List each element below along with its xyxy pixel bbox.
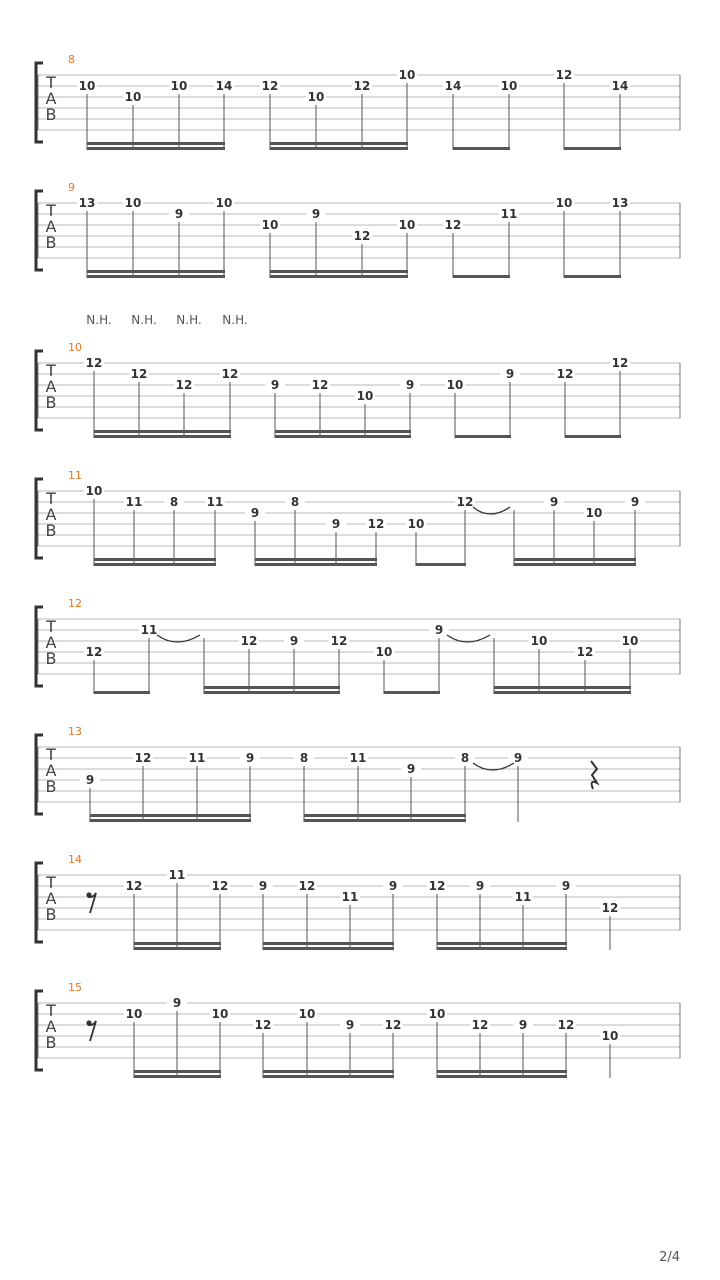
harmonic-annotation: N.H. — [176, 313, 202, 327]
fret-number: 9 — [518, 1018, 528, 1032]
fret-number: 8 — [169, 495, 179, 509]
fret-number: 14 — [215, 79, 233, 93]
fret-number: 9 — [85, 773, 95, 787]
fret-number: 12 — [353, 79, 371, 93]
page-number: 2/4 — [659, 1250, 680, 1265]
tab-clef-letter: T — [46, 201, 56, 220]
note-beam — [94, 430, 231, 433]
note-beam — [87, 142, 225, 145]
note-beam — [437, 1070, 567, 1073]
fret-number: 10 — [446, 378, 464, 392]
fret-number: 12 — [134, 751, 152, 765]
measure-number: 9 — [68, 181, 75, 194]
fret-number: 10 — [585, 506, 603, 520]
tab-clef-letter: A — [45, 889, 57, 908]
tab-system-14 — [36, 853, 680, 950]
note-beam — [304, 819, 466, 822]
fret-number: 12 — [175, 378, 193, 392]
fret-number: 10 — [398, 218, 416, 232]
tab-clef-letter: T — [46, 873, 56, 892]
fret-number: 12 — [555, 68, 573, 82]
fret-number: 12 — [211, 879, 229, 893]
note-beam — [384, 691, 440, 694]
fret-number: 12 — [557, 1018, 575, 1032]
note-beam — [270, 147, 408, 150]
note-beam — [270, 270, 408, 273]
fret-number: 10 — [407, 517, 425, 531]
fret-number: 12 — [444, 218, 462, 232]
note-beam — [564, 147, 621, 150]
fret-number: 10 — [500, 79, 518, 93]
note-beam — [87, 270, 225, 273]
note-beam — [94, 563, 216, 566]
fret-number: 9 — [172, 996, 182, 1010]
fret-number: 11 — [125, 495, 143, 509]
note-beam — [134, 1070, 221, 1073]
tab-clef-letter: B — [45, 233, 57, 252]
fret-number: 12 — [85, 645, 103, 659]
tab-clef-letter: B — [45, 777, 57, 796]
fret-number: 9 — [250, 506, 260, 520]
tab-system-13 — [36, 725, 680, 822]
note-beam — [263, 1075, 394, 1078]
note-beam — [564, 275, 621, 278]
fret-number: 12 — [367, 517, 385, 531]
note-beam — [263, 1070, 394, 1073]
measure-number: 14 — [68, 853, 82, 866]
fret-number: 9 — [406, 762, 416, 776]
fret-number: 10 — [621, 634, 639, 648]
fret-number: 14 — [444, 79, 462, 93]
measure-number: 12 — [68, 597, 82, 610]
fret-number: 10 — [215, 196, 233, 210]
fret-number: 9 — [245, 751, 255, 765]
tab-clef-letter: B — [45, 649, 57, 668]
fret-number: 9 — [405, 378, 415, 392]
tab-system-15 — [36, 981, 680, 1078]
fret-number: 8 — [290, 495, 300, 509]
tab-clef-letter: T — [46, 1001, 56, 1020]
fret-number: 10 — [170, 79, 188, 93]
note-beam — [134, 1075, 221, 1078]
fret-number: 9 — [331, 517, 341, 531]
measure-number: 11 — [68, 469, 82, 482]
fret-number: 9 — [258, 879, 268, 893]
measure-number: 15 — [68, 981, 82, 994]
fret-number: 10 — [530, 634, 548, 648]
note-beam — [494, 686, 631, 689]
tab-clef-letter: B — [45, 105, 57, 124]
fret-number: 9 — [174, 207, 184, 221]
tab-system-10 — [36, 313, 680, 438]
fret-number: 12 — [556, 367, 574, 381]
fret-number: 12 — [471, 1018, 489, 1032]
note-beam — [437, 1075, 567, 1078]
fret-number: 12 — [330, 634, 348, 648]
fret-number: 9 — [549, 495, 559, 509]
note-beam — [565, 435, 621, 438]
fret-number: 9 — [561, 879, 571, 893]
fret-number: 12 — [384, 1018, 402, 1032]
fret-number: 10 — [307, 90, 325, 104]
fret-number: 8 — [460, 751, 470, 765]
fret-number: 9 — [434, 623, 444, 637]
note-beam — [304, 814, 466, 817]
note-beam — [416, 563, 466, 566]
tab-clef-letter: A — [45, 89, 57, 108]
fret-number: 10 — [356, 389, 374, 403]
tab-clef-letter: A — [45, 505, 57, 524]
fret-number: 9 — [270, 378, 280, 392]
fret-number: 12 — [85, 356, 103, 370]
note-beam — [255, 563, 377, 566]
fret-number: 10 — [125, 1007, 143, 1021]
fret-number: 10 — [85, 484, 103, 498]
fret-number: 9 — [513, 751, 523, 765]
fret-number: 12 — [298, 879, 316, 893]
fret-number: 10 — [398, 68, 416, 82]
note-beam — [514, 563, 636, 566]
tab-clef-letter: A — [45, 217, 57, 236]
note-beam — [263, 942, 394, 945]
tab-clef-letter: A — [45, 761, 57, 780]
tab-clef-letter: T — [46, 489, 56, 508]
note-beam — [134, 947, 221, 950]
note-beam — [263, 947, 394, 950]
fret-number: 9 — [311, 207, 321, 221]
note-beam — [90, 819, 251, 822]
note-beam — [134, 942, 221, 945]
note-beam — [275, 430, 411, 433]
fret-number: 11 — [341, 890, 359, 904]
fret-number: 10 — [261, 218, 279, 232]
fret-number: 12 — [221, 367, 239, 381]
note-beam — [90, 814, 251, 817]
note-beam — [494, 691, 631, 694]
fret-number: 9 — [345, 1018, 355, 1032]
note-beam — [453, 147, 510, 150]
tab-system-11 — [36, 469, 680, 566]
measure-number: 10 — [68, 341, 82, 354]
fret-number: 12 — [456, 495, 474, 509]
fret-number: 10 — [124, 90, 142, 104]
fret-number: 12 — [125, 879, 143, 893]
fret-number: 10 — [555, 196, 573, 210]
tab-system-9 — [36, 181, 680, 278]
note-beam — [94, 558, 216, 561]
tab-clef-letter: A — [45, 633, 57, 652]
note-beam — [270, 142, 408, 145]
note-beam — [87, 147, 225, 150]
fret-number: 12 — [611, 356, 629, 370]
fret-number: 9 — [505, 367, 515, 381]
fret-number: 14 — [611, 79, 629, 93]
measure-number: 13 — [68, 725, 82, 738]
tab-clef-letter: B — [45, 521, 57, 540]
fret-number: 11 — [168, 868, 186, 882]
tab-system-8 — [36, 53, 680, 150]
note-beam — [270, 275, 408, 278]
fret-number: 9 — [289, 634, 299, 648]
measure-number: 8 — [68, 53, 75, 66]
note-beam — [437, 947, 567, 950]
tab-clef-letter: B — [45, 905, 57, 924]
tab-clef-letter: T — [46, 745, 56, 764]
tab-clef-letter: B — [45, 1033, 57, 1052]
quarter-rest — [591, 761, 597, 789]
fret-number: 12 — [353, 229, 371, 243]
fret-number: 13 — [611, 196, 629, 210]
fret-number: 11 — [188, 751, 206, 765]
fret-number: 12 — [254, 1018, 272, 1032]
tab-clef-letter: B — [45, 393, 57, 412]
fret-number: 10 — [78, 79, 96, 93]
fret-number: 12 — [240, 634, 258, 648]
fret-number: 11 — [514, 890, 532, 904]
fret-number: 11 — [206, 495, 224, 509]
fret-number: 10 — [124, 196, 142, 210]
note-beam — [514, 558, 636, 561]
note-beam — [87, 275, 225, 278]
fret-number: 13 — [78, 196, 96, 210]
fret-number: 10 — [298, 1007, 316, 1021]
harmonic-annotation: N.H. — [222, 313, 248, 327]
fret-number: 8 — [299, 751, 309, 765]
tab-clef-letter: T — [46, 73, 56, 92]
fret-number: 12 — [428, 879, 446, 893]
fret-number: 10 — [375, 645, 393, 659]
note-beam — [437, 942, 567, 945]
fret-number: 12 — [130, 367, 148, 381]
note-beam — [94, 435, 231, 438]
fret-number: 12 — [601, 901, 619, 915]
harmonic-annotation: N.H. — [86, 313, 112, 327]
note-beam — [455, 435, 511, 438]
fret-number: 10 — [428, 1007, 446, 1021]
note-beam — [204, 691, 340, 694]
fret-number: 10 — [601, 1029, 619, 1043]
note-beam — [453, 275, 510, 278]
fret-number: 12 — [576, 645, 594, 659]
tab-clef-letter: T — [46, 361, 56, 380]
tab-clef-letter: T — [46, 617, 56, 636]
fret-number: 11 — [140, 623, 158, 637]
note-beam — [255, 558, 377, 561]
fret-number: 12 — [261, 79, 279, 93]
note-beam — [204, 686, 340, 689]
fret-number: 12 — [311, 378, 329, 392]
fret-number: 9 — [475, 879, 485, 893]
fret-number: 9 — [388, 879, 398, 893]
note-beam — [275, 435, 411, 438]
tab-system-12 — [36, 597, 680, 694]
fret-number: 9 — [630, 495, 640, 509]
note-beam — [94, 691, 150, 694]
tab-clef-letter: A — [45, 377, 57, 396]
fret-number: 11 — [500, 207, 518, 221]
tab-clef-letter: A — [45, 1017, 57, 1036]
fret-number: 11 — [349, 751, 367, 765]
fret-number: 10 — [211, 1007, 229, 1021]
harmonic-annotation: N.H. — [131, 313, 157, 327]
